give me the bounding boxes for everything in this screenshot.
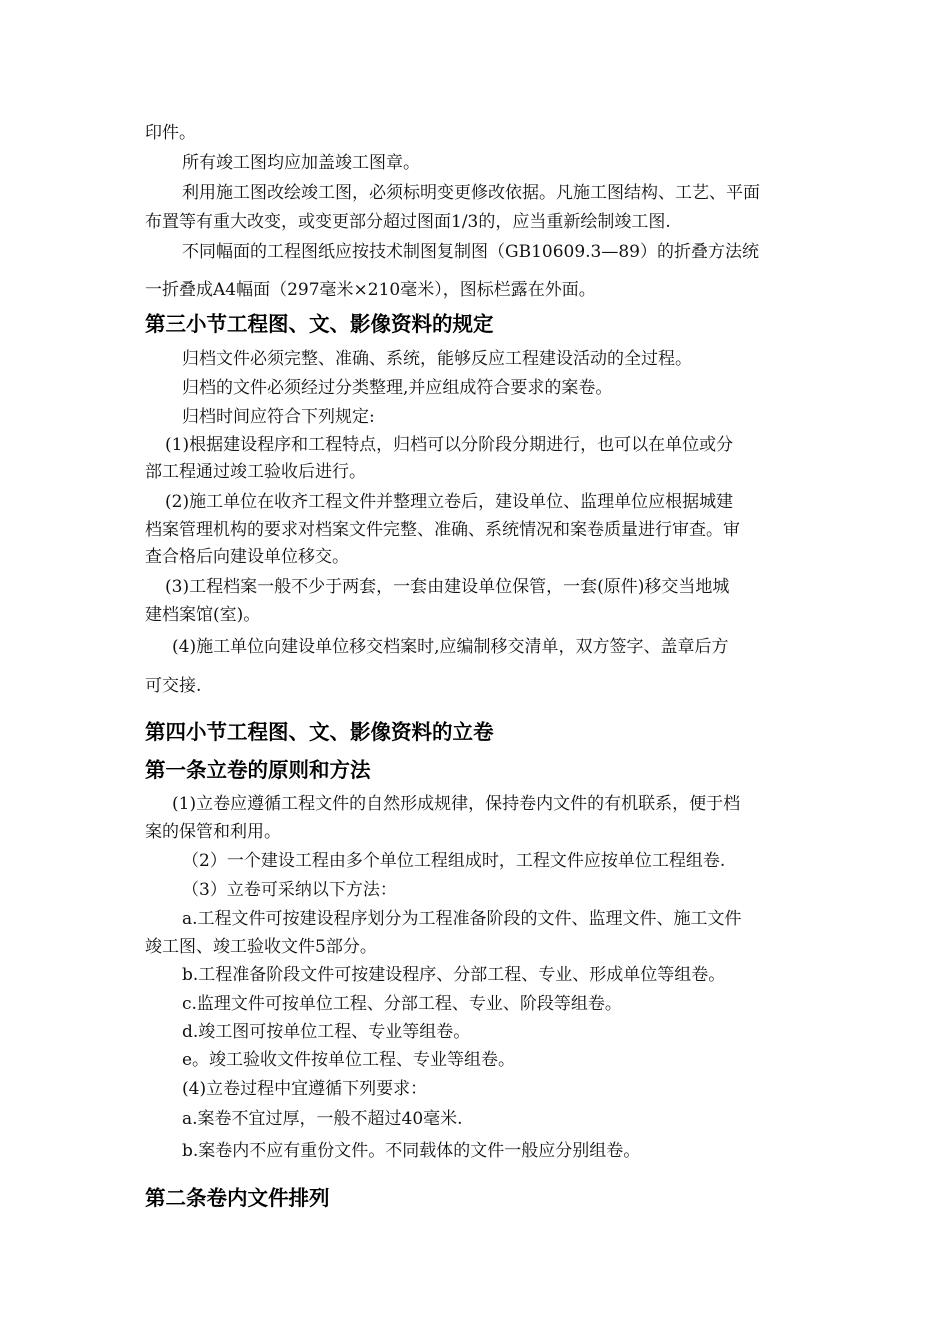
paragraph-line: 档案管理机构的要求对档案文件完整、准确、系统情况和案卷质量进行审查。审 [145,520,740,540]
paragraph-line: 归档文件必须完整、准确、系统，能够反应工程建设活动的全过程。 [182,349,692,369]
paragraph-line: a.案卷不宜过厚，一般不超过40毫米. [182,1109,463,1129]
paragraph-line: （3）立卷可采纳以下方法： [182,880,397,900]
section-heading-4: 第四小节工程图、文、影像资料的立卷 [145,720,494,744]
paragraph-line: a.工程文件可按建设程序划分为工程准备阶段的文件、监理文件、施工文件 [182,909,742,929]
paragraph-line: 可交接. [145,676,202,696]
paragraph-line: 案的保管和利用。 [145,822,281,842]
paragraph-line: b.工程准备阶段文件可按建设程序、分部工程、专业、形成单位等组卷。 [182,965,726,985]
paragraph-line: 竣工图、竣工验收文件5部分。 [145,937,377,957]
paragraph-line: c.监理文件可按单位工程、分部工程、专业、阶段等组卷。 [182,994,622,1014]
section-heading-3: 第三小节工程图、文、影像资料的规定 [145,312,494,336]
paragraph-line: 布置等有重大改变，或变更部分超过图面1/3的，应当重新绘制竣工图. [145,212,671,232]
paragraph-line: 不同幅面的工程图纸应按技术制图复制图（GB10609.3—89）的折叠方法统 [182,242,760,262]
paragraph-line: d.竣工图可按单位工程、专业等组卷。 [182,1022,471,1042]
paragraph-line: (2)施工单位在收齐工程文件并整理立卷后，建设单位、监理单位应根据城建 [165,492,734,512]
paragraph-line: 部工程通过竣工验收后进行。 [145,462,366,482]
paragraph-line: e。竣工验收文件按单位工程、专业等组卷。 [182,1050,516,1070]
paragraph-line: 所有竣工图均应加盖竣工图章。 [182,153,420,173]
paragraph-line: (4)立卷过程中宜遵循下列要求： [182,1079,428,1099]
paragraph-line: （2）一个建设工程由多个单位工程组成时，工程文件应按单位工程组卷. [182,851,726,871]
paragraph-line: 利用施工图改绘竣工图，必须标明变更修改依据。凡施工图结构、工艺、平面 [182,183,760,203]
paragraph-line: (1)立卷应遵循工程文件的自然形成规律，保持卷内文件的有机联系，便于档 [172,794,741,814]
paragraph-line: (4)施工单位向建设单位移交档案时,应编制移交清单，双方签字、盖章后方 [172,637,729,657]
paragraph-line: 归档时间应符合下列规定: [182,407,375,427]
paragraph-line: (1)根据建设程序和工程特点，归档可以分阶段分期进行，也可以在单位或分 [165,435,734,455]
paragraph-line: 查合格后向建设单位移交。 [145,547,349,567]
paragraph-line: 印件。 [145,123,196,143]
paragraph-line: b.案卷内不应有重份文件。不同载体的文件一般应分别组卷。 [182,1141,641,1161]
article-heading-1: 第一条立卷的原则和方法 [145,758,371,782]
paragraph-line: (3)工程档案一般不少于两套，一套由建设单位保管，一套(原件)移交当地城 [165,577,730,597]
paragraph-line: 一折叠成A4幅面（297毫米×210毫米），图标栏露在外面。 [145,280,596,300]
paragraph-line: 建档案馆(室)。 [145,605,261,625]
paragraph-line: 归档的文件必须经过分类整理,并应组成符合要求的案卷。 [182,378,613,398]
article-heading-2: 第二条卷内文件排列 [145,1186,330,1210]
